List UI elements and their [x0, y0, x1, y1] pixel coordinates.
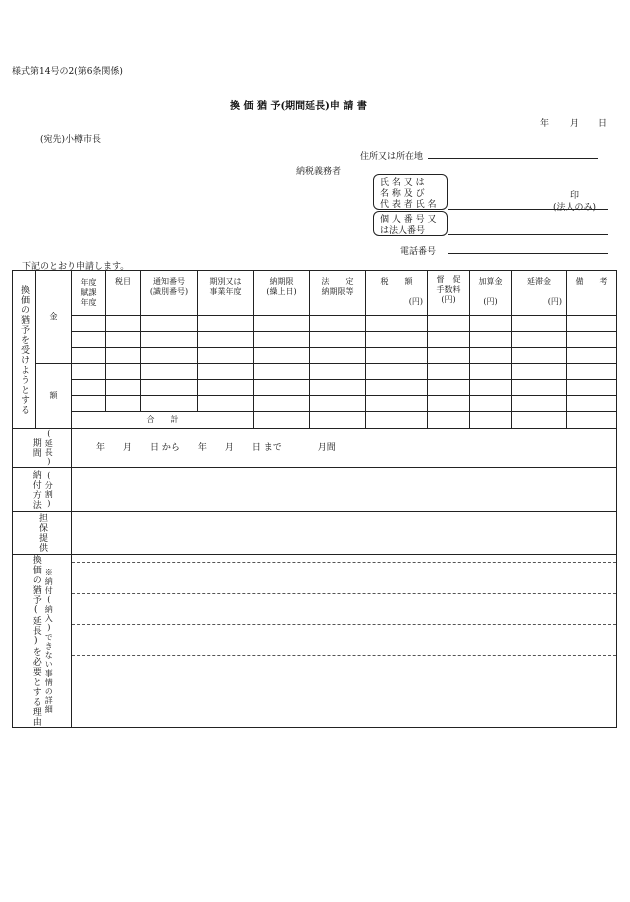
cell[interactable]	[428, 396, 470, 412]
cell[interactable]	[254, 396, 310, 412]
cell[interactable]	[512, 316, 567, 332]
cell[interactable]	[72, 396, 106, 412]
cell[interactable]	[72, 380, 106, 396]
application-table	[12, 270, 617, 728]
cell[interactable]	[254, 332, 310, 348]
cell[interactable]	[470, 316, 512, 332]
seal-mark: 印	[570, 191, 580, 201]
cell[interactable]	[198, 364, 254, 380]
name-label-line-1: 氏 名 又 は	[380, 178, 425, 188]
cell[interactable]	[72, 316, 106, 332]
cell[interactable]	[310, 332, 366, 348]
cell[interactable]	[254, 364, 310, 380]
cell[interactable]	[366, 316, 428, 332]
cell[interactable]	[198, 380, 254, 396]
cell[interactable]	[141, 332, 198, 348]
cell[interactable]	[567, 348, 617, 364]
payment-method-label: 納付方法 (分割)	[13, 468, 72, 512]
cell[interactable]	[198, 332, 254, 348]
amount-gaku-label: 額	[36, 364, 72, 429]
total-cell[interactable]	[366, 412, 428, 429]
cell[interactable]	[106, 332, 141, 348]
total-cell[interactable]	[254, 412, 310, 429]
date-year[interactable]: 年	[540, 119, 550, 129]
header-notice-number: 通知番号 (識別番号)	[141, 271, 198, 316]
date-month[interactable]: 月	[570, 119, 580, 129]
cell[interactable]	[567, 396, 617, 412]
cell[interactable]	[567, 332, 617, 348]
page-title: 換 価 猶 予(期間延長)申 請 書	[230, 101, 367, 112]
intro-text: 下記のとおり申請します。	[22, 262, 130, 272]
cell[interactable]	[254, 316, 310, 332]
cell[interactable]	[72, 364, 106, 380]
cell[interactable]	[310, 364, 366, 380]
cell[interactable]	[106, 396, 141, 412]
cell[interactable]	[428, 316, 470, 332]
header-fiscal-year: 年度 賦課 年度	[72, 271, 106, 316]
date-day[interactable]: 日	[598, 119, 608, 129]
reason-field[interactable]	[72, 555, 617, 728]
addressee: (宛先)小樽市長	[40, 135, 102, 145]
cell[interactable]	[366, 364, 428, 380]
name-field[interactable]	[448, 209, 608, 210]
total-cell[interactable]	[310, 412, 366, 429]
cell[interactable]	[141, 316, 198, 332]
cell[interactable]	[310, 396, 366, 412]
collateral-field[interactable]	[72, 512, 617, 555]
cell[interactable]	[567, 364, 617, 380]
cell[interactable]	[72, 332, 106, 348]
period-label: 期間 (延長)	[13, 429, 72, 468]
amount-section-label: 換価の猶予を受けようとする	[13, 271, 36, 429]
form-number: 様式第14号の2(第6条関係)	[12, 67, 123, 77]
cell[interactable]	[106, 364, 141, 380]
cell[interactable]	[141, 364, 198, 380]
cell[interactable]	[470, 348, 512, 364]
cell[interactable]	[254, 380, 310, 396]
cell[interactable]	[310, 348, 366, 364]
header-additional: 加算金 (円)	[470, 271, 512, 316]
cell[interactable]	[512, 380, 567, 396]
name-label-line-2: 名 称 及 び	[380, 189, 425, 199]
cell[interactable]	[366, 332, 428, 348]
address-field[interactable]	[428, 158, 598, 159]
total-cell[interactable]	[567, 412, 617, 429]
corporation-only-note: (法人のみ)	[553, 203, 597, 213]
cell[interactable]	[106, 380, 141, 396]
cell[interactable]	[141, 348, 198, 364]
cell[interactable]	[141, 380, 198, 396]
cell[interactable]	[72, 348, 106, 364]
phone-field[interactable]	[448, 253, 608, 254]
cell[interactable]	[470, 364, 512, 380]
reason-line-4	[72, 655, 616, 656]
cell[interactable]	[428, 332, 470, 348]
cell[interactable]	[512, 348, 567, 364]
header-legal-deadline: 法 定 納期限等	[310, 271, 366, 316]
payment-method-field[interactable]	[72, 468, 617, 512]
cell[interactable]	[254, 348, 310, 364]
cell[interactable]	[567, 316, 617, 332]
cell[interactable]	[106, 316, 141, 332]
total-cell[interactable]	[470, 412, 512, 429]
period-field[interactable]: 年 月 日 から 年 月 日 まで 月間	[72, 429, 617, 468]
cell[interactable]	[366, 348, 428, 364]
cell[interactable]	[512, 396, 567, 412]
total-cell[interactable]	[512, 412, 567, 429]
cell[interactable]	[198, 316, 254, 332]
cell[interactable]	[366, 380, 428, 396]
number-label-line-2: は法人番号	[380, 226, 426, 236]
amount-kin-label: 金	[36, 271, 72, 364]
header-remarks: 備 考	[567, 271, 617, 316]
cell[interactable]	[310, 380, 366, 396]
header-delinquency: 延滞金 (円)	[512, 271, 567, 316]
reason-line-2	[72, 593, 616, 594]
cell[interactable]	[470, 396, 512, 412]
cell[interactable]	[428, 380, 470, 396]
total-cell[interactable]	[428, 412, 470, 429]
reason-line-1	[72, 562, 616, 563]
cell[interactable]	[512, 364, 567, 380]
reason-line-3	[72, 624, 616, 625]
cell[interactable]	[428, 364, 470, 380]
header-deadline: 納期限 (繰上日)	[254, 271, 310, 316]
cell[interactable]	[141, 396, 198, 412]
header-tax-item: 税目	[106, 271, 141, 316]
header-tax-amount: 税 額 (円)	[366, 271, 428, 316]
cell[interactable]	[366, 396, 428, 412]
cell[interactable]	[198, 396, 254, 412]
cell[interactable]	[428, 348, 470, 364]
name-label-line-3: 代 表 者 氏 名	[380, 200, 437, 210]
cell[interactable]	[567, 380, 617, 396]
cell[interactable]	[198, 348, 254, 364]
cell[interactable]	[470, 332, 512, 348]
number-field[interactable]	[448, 234, 608, 235]
cell[interactable]	[470, 380, 512, 396]
cell[interactable]	[106, 348, 141, 364]
cell[interactable]	[512, 332, 567, 348]
header-period: 期別又は 事業年度	[198, 271, 254, 316]
taxpayer-role-label: 納税義務者	[296, 167, 342, 177]
number-label-line-1: 個 人 番 号 又	[380, 215, 437, 225]
phone-label: 電話番号	[400, 247, 437, 257]
collateral-label: 担保提供	[13, 512, 72, 555]
reason-label: 換価の猶予(延長)を必要とする理由 ※納付(納入)できない事情の詳細	[13, 555, 72, 728]
cell[interactable]	[310, 316, 366, 332]
address-label: 住所又は所在地	[360, 152, 424, 162]
total-label: 合 計	[72, 412, 254, 429]
header-reminder-fee: 督 促 手数料 (円)	[428, 271, 470, 316]
